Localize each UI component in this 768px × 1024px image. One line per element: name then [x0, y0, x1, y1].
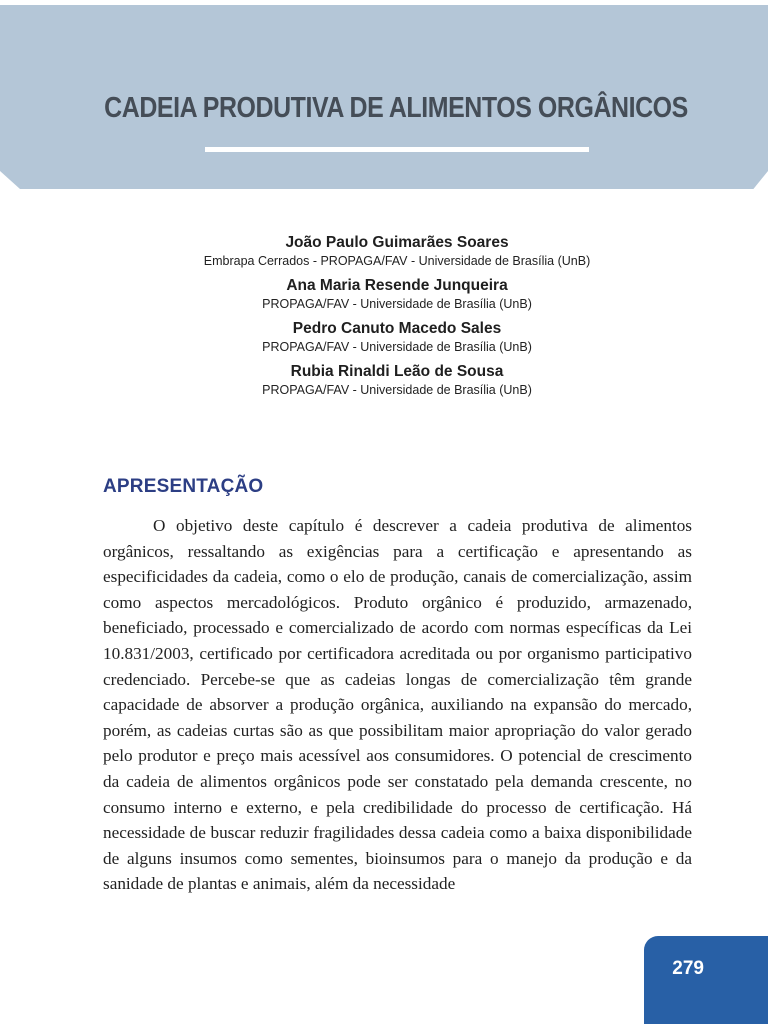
- chapter-title: CADEIA PRODUTIVA DE ALIMENTOS ORGÂNICOS: [104, 92, 688, 124]
- author-affiliation: Embrapa Cerrados - PROPAGA/FAV - Universidade de Brasília (UnB): [203, 254, 591, 268]
- author-affiliation: PROPAGA/FAV - Universidade de Brasília (UnB): [262, 340, 532, 354]
- author-name: Pedro Canuto Macedo Sales: [292, 320, 502, 337]
- author-entry: [0, 276, 768, 313]
- author-entry: [0, 319, 768, 356]
- author-name: Rubia Rinaldi Leão de Sousa: [290, 363, 504, 380]
- author-name: João Paulo Guimarães Soares: [285, 234, 509, 251]
- author-list: [0, 233, 768, 405]
- section-heading: APRESENTAÇÃO: [103, 476, 264, 497]
- author-entry: [0, 362, 768, 399]
- author-affiliation: PROPAGA/FAV - Universidade de Brasília (UnB): [262, 297, 532, 311]
- page-number-tab: [644, 936, 768, 1024]
- title-underline: [205, 147, 589, 152]
- author-name: Ana Maria Resende Junqueira: [286, 277, 508, 294]
- body-paragraph: O objetivo deste capítulo é descrever a cadeia produtiva de alimentos orgânicos, ressaltando as exigências para a certificação e apresentando as especificidades da cadeia, como o elo de produção, canais de comercialização, assim como aspectos mercadológicos. Produto orgânico é produzido, armazenado, beneficiado, processado e comercializado de acordo com normas específicas da Lei 10.831/2003, certificado por certificadora acreditada ou por organismo participativo credenciado. Percebe-se que as cadeias longas de comercialização têm grande capacidade de absorver a produção orgânica, auxiliando na expansão do mercado, porém, as cadeias curtas são as que possibilitam maior apropriação do valor gerado pelo produtor e preço mais acessível aos consumidores. O potencial de crescimento da cadeia de alimentos orgânicos pode ser constatado pela demanda crescente, no consumo interno e externo, e pela credibilidade do processo de certificação. Há necessidade de buscar reduzir fragilidades dessa cadeia como a baixa disponibilidade de alguns insumos como sementes, bioinsumos para o manejo da produção e da sanidade de plantas e animais, além da necessidade: [103, 516, 692, 894]
- page-number: 279: [672, 958, 704, 979]
- author-affiliation: PROPAGA/FAV - Universidade de Brasília (UnB): [262, 383, 532, 397]
- author-entry: [0, 233, 768, 270]
